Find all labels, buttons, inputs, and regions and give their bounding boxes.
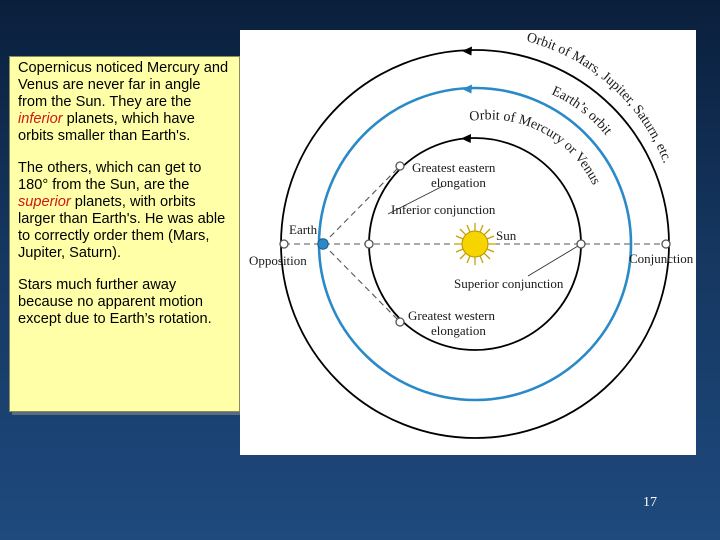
conjunction-point	[662, 240, 670, 248]
paragraph-superior	[18, 160, 233, 262]
sun-label: Sun	[496, 228, 517, 243]
p2-text-a: The others, which can get to 180° from the Sun, are the	[18, 160, 202, 193]
inner-orbit-arrow-icon	[461, 134, 471, 143]
inferior-conjunction-label: Inferior conjunction	[391, 202, 496, 217]
greatest-western-elongation-point	[396, 318, 404, 326]
p1-text-a: Copernicus noticed Mercury and Venus are never far in angle from the Sun. They are the	[18, 60, 229, 110]
outer-orbit-arrow-icon	[462, 47, 472, 56]
superior-conjunction-leader	[528, 246, 578, 276]
paragraph-inferior	[18, 60, 233, 145]
p1-text-b: planets, which have orbits smaller than Earth's.	[18, 111, 195, 144]
superior-conjunction-point	[577, 240, 585, 248]
greatest-eastern-label-line2: elongation	[431, 175, 486, 190]
paragraph-stars: Stars much further away because no apparent motion except due to Earth’s rotation.	[18, 277, 212, 327]
earth-orbit-arrow-icon	[462, 85, 472, 94]
p2-text-b: planets, with orbits larger than Earth's. He was able to correctly order them (Mars, Jupiter, Saturn).	[18, 194, 226, 261]
greatest-western-label-line1: Greatest western	[408, 308, 495, 323]
orbit-diagram	[240, 30, 696, 455]
earth-orbit-label: Earth’s orbit	[549, 83, 615, 139]
greatest-eastern-label-line1: Greatest eastern	[412, 160, 496, 175]
inner-orbit-label: Orbit of Mercury or Venus	[468, 108, 603, 188]
greatest-western-label-line2: elongation	[431, 323, 486, 338]
opposition-label: Opposition	[249, 253, 307, 268]
orbit-diagram-svg	[240, 30, 696, 455]
inferior-conjunction-point	[365, 240, 373, 248]
inferior-term: inferior	[18, 111, 63, 127]
superior-conjunction-label: Superior conjunction	[454, 276, 564, 291]
earth-label: Earth	[289, 222, 318, 237]
outer-orbit-label: Orbit of Mars, Jupiter, Saturn, etc.	[524, 30, 675, 166]
opposition-point	[280, 240, 288, 248]
greatest-eastern-elongation-point	[396, 162, 404, 170]
superior-term: superior	[18, 194, 71, 210]
page-number: 17	[643, 495, 657, 510]
earth-point	[318, 239, 328, 249]
conjunction-label: Conjunction	[629, 251, 694, 266]
explanation-textbox	[9, 56, 240, 412]
sun-icon	[454, 223, 496, 265]
